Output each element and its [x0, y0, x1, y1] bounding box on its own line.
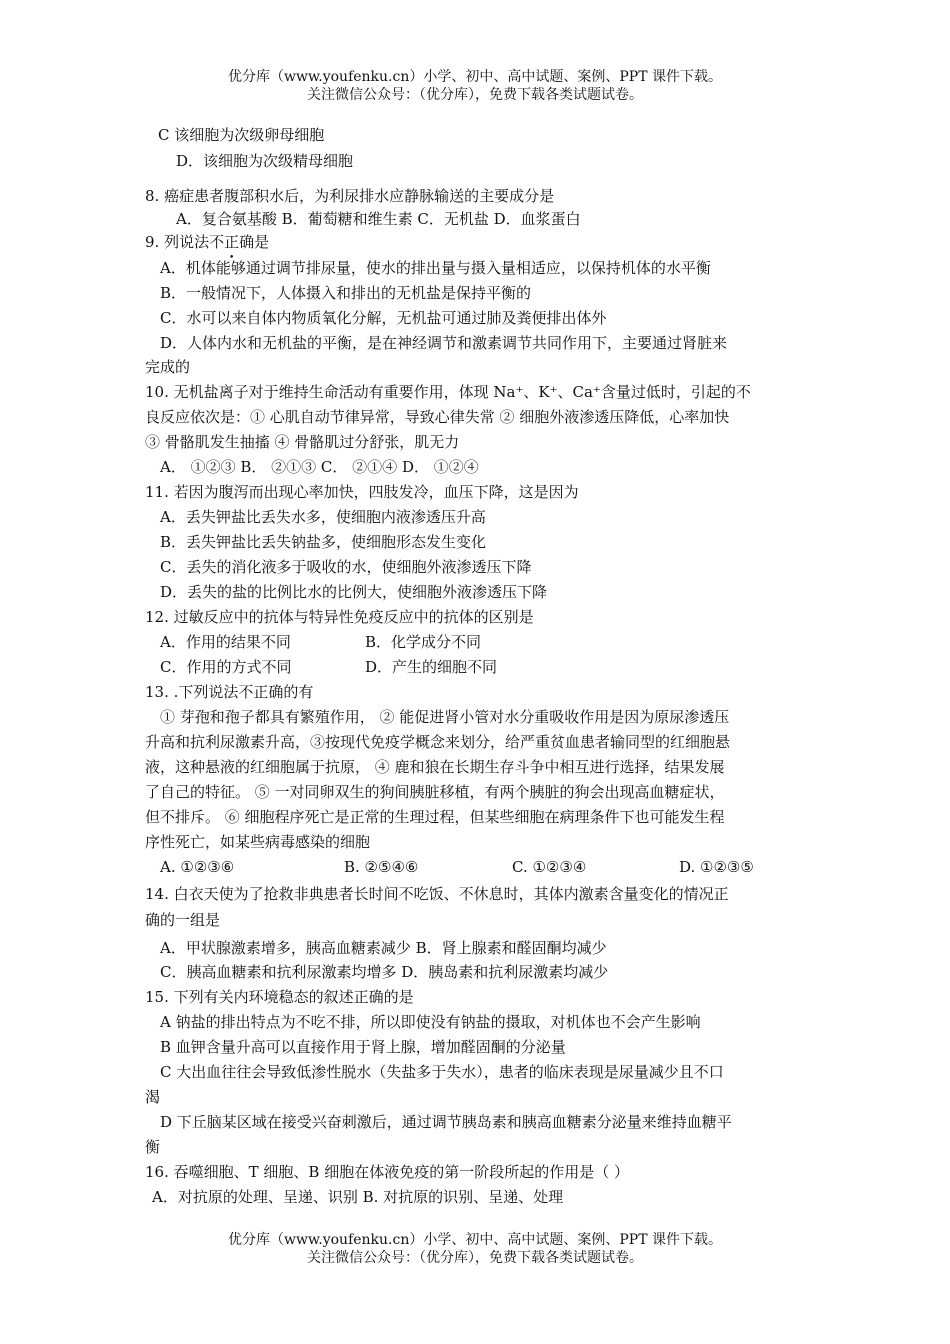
q15-option-a: A 钠盐的排出特点为不吃不排，所以即使没有钠盐的摄取，对机体也不会产生影响 — [160, 1013, 701, 1031]
q9-stem-emphasis: 正 — [224, 233, 240, 251]
footer-line-1: 优分库（www.youfenku.cn）小学、初中、高中试题、案例、PPT 课件下载。 — [227, 1232, 722, 1248]
q11-option-a: A．丢失钾盐比丢失水多，使细胞内液渗透压升高 — [160, 508, 486, 526]
q10-line-2: 良反应依次是：① 心肌自动节律异常，导致心律失常 ② 细胞外液渗透压降低，心率加快 — [145, 408, 730, 426]
q13-line-1: ① 芽孢和孢子都具有繁殖作用， ② 能促进肾小管对水分重吸收作用是因为原尿渗透压 — [160, 708, 730, 726]
q15-option-d-line1: D 下丘脑某区域在接受兴奋刺激后，通过调节胰岛素和胰高血糖素分泌量来维持血糖平 — [160, 1113, 732, 1131]
page-footer — [0, 1231, 950, 1267]
q13-option-a: A. ①②③⑥ — [160, 858, 235, 876]
q11-option-c: C．丢失的消化液多于吸收的水，使细胞外液渗透压下降 — [160, 558, 532, 576]
q13-line-5: 但不排斥。 ⑥ 细胞程序死亡是正常的生理过程，但某些细胞在病理条件下也可能发生程 — [145, 808, 725, 826]
q15-option-d-line2: 衡 — [145, 1138, 161, 1156]
q12-option-c: C．作用的方式不同 — [160, 658, 292, 676]
header-line-2: 关注微信公众号：（优分库），免费下载各类试题试卷。 — [307, 87, 643, 103]
q12-option-a: A．作用的结果不同 — [160, 633, 291, 651]
header-line-1: 优分库（www.youfenku.cn）小学、初中、高中试题、案例、PPT 课件下载。 — [227, 69, 722, 85]
q12-stem: 12. 过敏反应中的抗体与特异性免疫反应中的抗体的区别是 — [145, 608, 534, 626]
q9-stem-a: 9. 列说法不 — [145, 233, 225, 251]
q13-stem: 13. .下列说法不正确的有 — [145, 683, 314, 701]
q14-options-cd: C．胰高血糖素和抗利尿激素均增多 D．胰岛素和抗利尿激素均减少 — [160, 963, 609, 981]
q13-option-b: B. ②⑤④⑥ — [344, 858, 419, 876]
q7-option-c: C 该细胞为次级卵母细胞 — [158, 126, 325, 144]
page-header — [0, 68, 950, 104]
q12-option-d: D．产生的细胞不同 — [365, 658, 498, 676]
q10-line-3: ③ 骨骼肌发生抽搐 ④ 骨骼肌过分舒张，肌无力 — [145, 433, 460, 451]
q9-stem-b: 确是 — [239, 233, 270, 251]
q13-line-4: 了自己的特征。 ⑤ 一对同卵双生的狗间胰脏移植，有两个胰脏的狗会出现高血糖症状， — [145, 783, 725, 801]
q9-option-c: C．水可以来自体内物质氧化分解，无机盐可通过肺及粪便排出体外 — [160, 309, 607, 327]
q11-option-b: B．丢失钾盐比丢失钠盐多，使细胞形态发生变化 — [160, 533, 487, 551]
q13-line-6: 序性死亡，如某些病毒感染的细胞 — [145, 833, 371, 851]
q10-line-1: 10. 无机盐离子对于维持生命活动有重要作用，体现 Na⁺、K⁺、Ca⁺含量过低时，引起的不 — [145, 383, 751, 401]
q16-stem: 16. 吞噬细胞、T 细胞、B 细胞在体液免疫的第一阶段所起的作用是（ ） — [145, 1163, 629, 1181]
q11-stem: 11. 若因为腹泻而出现心率加快，四肢发冷，血压下降，这是因为 — [145, 483, 579, 501]
q15-stem: 15. 下列有关内环境稳态的叙述正确的是 — [145, 988, 414, 1006]
q9-option-a: A．机体能够通过调节排尿量，使水的排出量与摄入量相适应，以保持机体的水平衡 — [160, 259, 711, 277]
q14-options-ab: A．甲状腺激素增多，胰高血糖素减少 B．肾上腺素和醛固酮均减少 — [160, 939, 607, 957]
q13-option-c: C. ①②③④ — [512, 858, 587, 876]
q8-stem: 8. 癌症患者腹部积水后，为利尿排水应静脉输送的主要成分是 — [145, 187, 555, 205]
q16-options-ab: A．对抗原的处理、呈递、识别 B. 对抗原的识别、呈递、处理 — [152, 1188, 564, 1206]
q10-options: A． ①②③ B． ②①③ C． ②①④ D． ①②④ — [160, 458, 479, 476]
q13-option-d: D. ①②③⑤ — [679, 858, 754, 876]
q15-option-b: B 血钾含量升高可以直接作用于肾上腺，增加醛固酮的分泌量 — [160, 1038, 566, 1056]
q15-option-c-line2: 渴 — [145, 1088, 161, 1106]
q8-options: A．复合氨基酸 B．葡萄糖和维生素 C．无机盐 D．血浆蛋白 — [176, 210, 581, 228]
q13-line-3: 液，这种悬液的红细胞属于抗原， ④ 鹿和狼在长期生存斗争中相互进行选择，结果发展 — [145, 758, 725, 776]
footer-line-2: 关注微信公众号：（优分库），免费下载各类试题试卷。 — [307, 1250, 643, 1266]
q9-option-d-line2: 完成的 — [145, 358, 191, 376]
q15-option-c-line1: C 大出血往往会导致低渗性脱水（失盐多于失水），患者的临床表现是尿量减少且不口 — [160, 1063, 724, 1081]
q14-line-1: 14. 白衣天使为了抢救非典患者长时间不吃饭、不休息时，其体内激素含量变化的情况正 — [145, 885, 729, 903]
q9-option-d-line1: D．人体内水和无机盐的平衡，是在神经调节和激素调节共同作用下，主要通过肾脏来 — [160, 334, 728, 352]
q14-line-2: 确的一组是 — [145, 911, 221, 929]
q9-stem — [145, 230, 269, 254]
q11-option-d: D．丢失的盐的比例比水的比例大，使细胞外液渗透压下降 — [160, 583, 548, 601]
q13-line-2: 升高和抗利尿激素升高，③按现代免疫学概念来划分，给严重贫血患者输同型的红细胞悬 — [145, 733, 731, 751]
q7-option-d: D．该细胞为次级精母细胞 — [176, 152, 354, 170]
q12-option-b: B．化学成分不同 — [365, 633, 482, 651]
q9-option-b: B．一般情况下，人体摄入和排出的无机盐是保持平衡的 — [160, 284, 532, 302]
